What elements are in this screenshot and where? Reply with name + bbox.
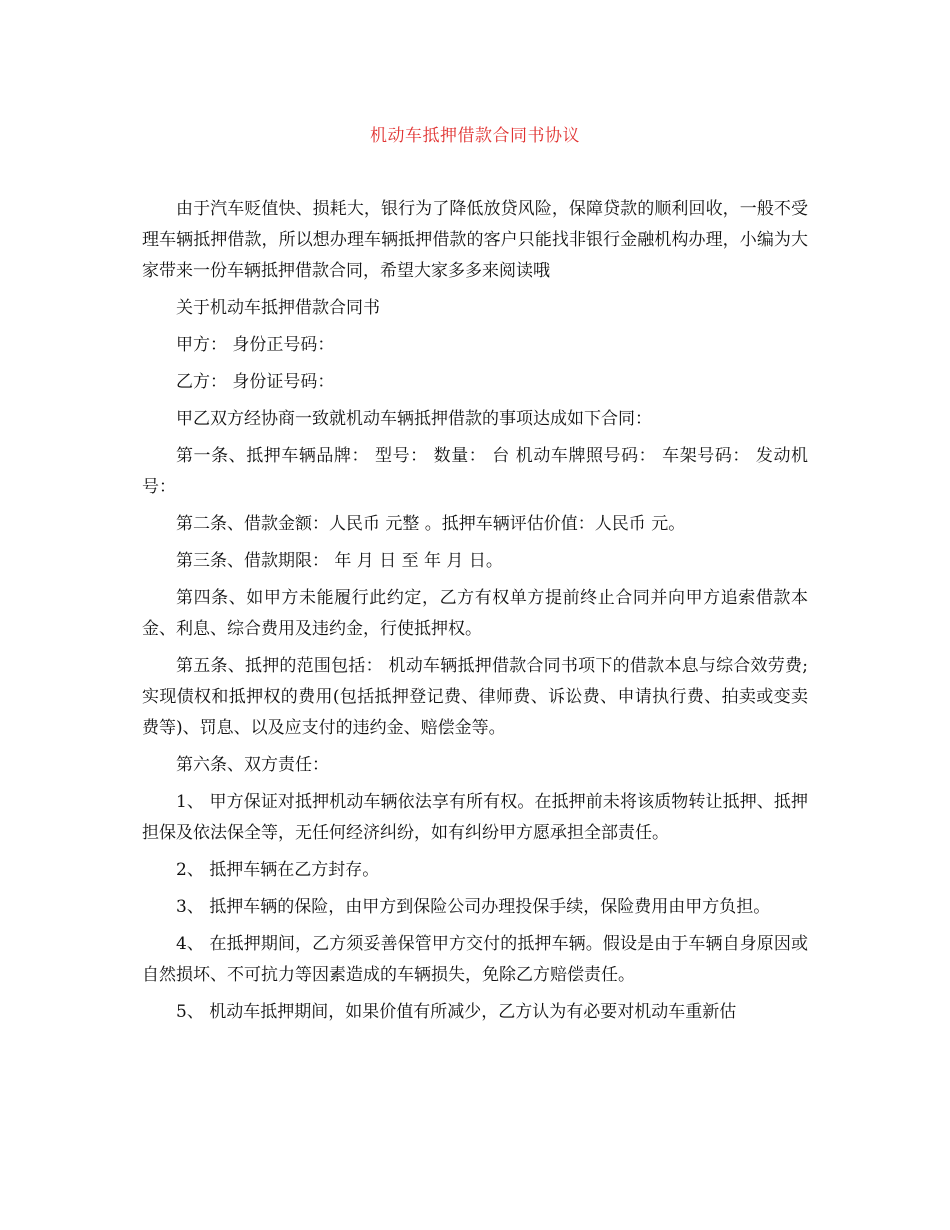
document-title: 机动车抵押借款合同书协议 — [370, 126, 580, 146]
paragraph-article-4: 第四条、如甲方未能履行此约定，乙方有权单方提前终止合同并向甲方追索借款本金、利息、综合费用及违约金，行使抵押权。 — [142, 588, 808, 639]
paragraph-duty-3: 3、 抵押车辆的保险，由甲方到保险公司办理投保手续，保险费用由甲方负担。 — [176, 897, 771, 917]
paragraph-party-a: 甲方： 身份正号码： — [176, 335, 335, 355]
paragraph-intro: 由于汽车贬值快、损耗大，银行为了降低放贷风险，保障贷款的顺利回收，一般不受理车辆抵押借款，所以想办理车辆抵押借款的客户只能找非银行金融机构办理，小编为大家带来一份车辆抵押借款合同，希望大家多多来阅读哦 — [142, 199, 808, 281]
paragraph-article-3: 第三条、借款期限： 年 月 日 至 年 月 日。 — [176, 551, 503, 571]
paragraph-duty-1: 1、 甲方保证对抵押机动车辆依法享有所有权。在抵押前未将该质物转让抵押、抵押担保及依法保全等，无任何经济纠纷，如有纠纷甲方愿承担全部责任。 — [142, 792, 808, 843]
paragraph-duty-2: 2、 抵押车辆在乙方封存。 — [176, 860, 380, 880]
paragraph-duty-5: 5、 机动车抵押期间，如果价值有所减少，乙方认为有必要对机动车重新估 — [176, 1002, 737, 1022]
paragraph-article-6: 第六条、双方责任： — [176, 755, 329, 775]
paragraph-agreement: 甲乙双方经协商一致就机动车辆抵押借款的事项达成如下合同： — [176, 409, 652, 429]
paragraph-article-1: 第一条、抵押车辆品牌： 型号： 数量： 台 机动车牌照号码： 车架号码： 发动机号： — [142, 446, 808, 497]
paragraph-heading: 关于机动车抵押借款合同书 — [176, 298, 380, 318]
paragraph-party-b: 乙方： 身份证号码： — [176, 372, 335, 392]
paragraph-article-2: 第二条、借款金额：人民币 元整 。抵押车辆评估价值：人民币 元。 — [176, 514, 686, 534]
paragraph-duty-4: 4、 在抵押期间，乙方须妥善保管甲方交付的抵押车辆。假设是由于车辆自身原因或自然损坏、不可抗力等因素造成的车辆损失，免除乙方赔偿责任。 — [142, 934, 808, 985]
document-body — [142, 194, 808, 1034]
paragraph-article-5: 第五条、抵押的范围包括： 机动车辆抵押借款合同书项下的借款本息与综合效劳费;实现债权和抵押权的费用(包括抵押登记费、律师费、诉讼费、申请执行费、拍卖或变卖费等)、罚息、以及应支付的违约金、赔偿金等。 — [142, 656, 808, 738]
